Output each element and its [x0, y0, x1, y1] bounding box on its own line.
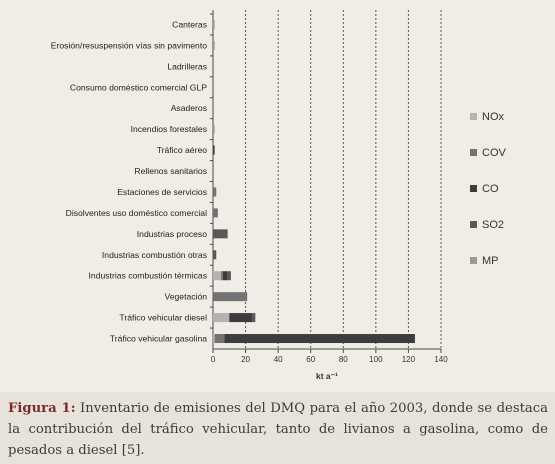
bar-so2 — [213, 250, 216, 259]
bar-so2 — [252, 313, 255, 322]
bar-nox — [213, 313, 229, 322]
legend-swatch-so2 — [470, 221, 477, 228]
x-tick-label-40: 40 — [273, 355, 283, 364]
legend-swatch-nox — [470, 113, 477, 120]
bar-so2 — [228, 271, 231, 280]
category-label: Tráfico aéreo — [156, 145, 207, 156]
x-axis-label: kt a⁻¹ — [316, 371, 338, 381]
bar-nox — [213, 334, 215, 343]
x-tick-label-100: 100 — [369, 355, 383, 364]
category-label: Canteras — [172, 19, 207, 30]
bar-co — [229, 313, 252, 322]
category-label: Disolventes uso doméstico comercial — [65, 207, 207, 218]
category-label: Asaderos — [170, 103, 207, 114]
legend-swatch-mp — [470, 257, 477, 264]
category-label: Industrias combustión otras — [101, 249, 207, 260]
bar-co — [223, 271, 228, 280]
x-tick-label-20: 20 — [241, 355, 251, 364]
legend-label-so2: SO2 — [482, 219, 505, 231]
bar-co — [224, 334, 415, 343]
bar-cov — [215, 334, 225, 343]
category-label: Tráfico vehicular diesel — [119, 312, 207, 323]
category-label: Estaciones de servicios — [117, 186, 207, 197]
figure-caption — [8, 398, 548, 461]
legend-label-co: CO — [482, 183, 499, 195]
bar-nox — [213, 271, 221, 280]
x-tick-label-140: 140 — [434, 355, 448, 364]
x-tick-label-0: 0 — [210, 355, 216, 364]
bar-mp — [213, 41, 215, 50]
category-label: Ladrilleras — [167, 61, 207, 72]
legend-label-mp: MP — [482, 255, 499, 267]
category-label: Consumo doméstico comercial GLP — [69, 82, 207, 93]
category-label: Tráfico vehicular gasolina — [109, 333, 207, 344]
bar-cov — [221, 271, 223, 280]
bar-mp — [213, 125, 215, 134]
legend-swatch-co — [470, 185, 477, 192]
bar-co — [213, 146, 215, 155]
bar-cov — [213, 208, 218, 217]
category-label: Erosión/resuspensión vías sin pavimento — [50, 40, 207, 51]
x-tick-label-60: 60 — [306, 355, 316, 364]
bar-so2 — [213, 229, 228, 238]
x-tick-label-120: 120 — [401, 355, 416, 364]
x-tick-label-80: 80 — [338, 355, 348, 364]
category-label: Rellenos sanitarios — [134, 166, 207, 177]
category-label: Vegetación — [164, 291, 207, 302]
category-label: Incendios forestales — [130, 124, 207, 135]
legend-label-cov: COV — [482, 147, 506, 159]
legend-label-nox: NOx — [482, 111, 504, 123]
bar-mp — [213, 20, 215, 29]
bar-cov — [213, 187, 216, 196]
category-label: Industrias proceso — [136, 228, 207, 239]
caption-text: Inventario de emisiones del DMQ para el año 2003, donde se destaca la contribución del tráfico vehicular, tanto de livianos a gasolina, como de pesados a diesel [5]. — [8, 401, 549, 458]
bar-cov — [213, 292, 247, 301]
legend-swatch-cov — [470, 149, 477, 156]
category-label: Industrias combustión térmicas — [88, 270, 207, 281]
caption-label: Figura 1: — [8, 401, 76, 416]
